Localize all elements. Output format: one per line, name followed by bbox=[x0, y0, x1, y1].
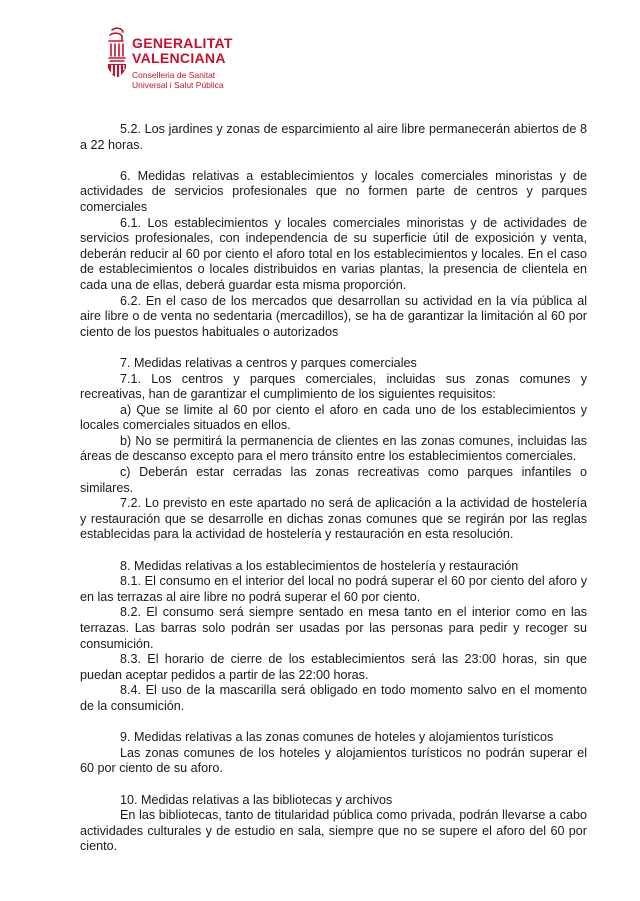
org-name-line1: GENERALITAT bbox=[132, 35, 233, 51]
body-paragraph: 9. Medidas relativas a las zonas comunes de hoteles y alojamientos turísticos bbox=[120, 730, 554, 745]
body-paragraph: b) No se permitirá la permanencia de clientes en las zonas comunes, incluidas las áreas de descanso excepto para el mero tránsito entre los establecimientos comerciales. bbox=[80, 433, 587, 464]
brand-text bbox=[132, 36, 233, 90]
body-paragraph: 6.1. Los establecimientos y locales comerciales minoristas y de actividades de servicios profesionales, con independencia de su superficie útil de exposición y venta, deberán reducir al 60 por ciento el aforo total en los establecimientos y locales. En el caso de establecimientos o locales distribuidos en varias plantas, la presencia de clientela en cada una de ellas, deberá guardar esta misma proporción. bbox=[80, 215, 587, 292]
body-paragraph: 10. Medidas relativas a las bibliotecas y archivos bbox=[120, 792, 393, 807]
body-paragraph: 8.4. El uso de la mascarilla será obligado en todo momento salvo en el momento de la consumición. bbox=[80, 683, 587, 713]
body-paragraph: 6.2. En el caso de los mercados que desarrollan su actividad en la vía pública al aire libre o de venta no sedentaria (mercadillos), se ha de garantizar la limitación al 60 por ciento de los puestos habituales o autorizados bbox=[80, 293, 587, 339]
org-name-line2: VALENCIANA bbox=[132, 50, 226, 66]
body-paragraph: 8. Medidas relativas a los establecimientos de hostelería y restauración bbox=[120, 558, 519, 573]
body-paragraph: En las bibliotecas, tanto de titularidad pública como privada, podrán llevarse a cabo actividades culturales y de estudio en sala, siempre que no se supere el aforo del 60 por ciento. bbox=[80, 808, 587, 854]
body-paragraph: a) Que se limite al 60 por ciento el aforo en cada uno de los establecimientos y locales comerciales situados en ellos. bbox=[80, 402, 587, 433]
body-paragraph: 7. Medidas relativas a centros y parques comerciales bbox=[120, 355, 417, 370]
body-paragraph: 6. Medidas relativas a establecimientos y locales comerciales minoristas y de actividades de servicios profesionales que no formen parte de centros y parques comerciales bbox=[80, 168, 587, 214]
document-body bbox=[80, 122, 587, 855]
body-paragraph: 8.2. El consumo será siempre sentado en mesa tanto en el interior como en las terrazas. Las barras solo podrán ser usadas por las personas para pedir y recoger su consumición. bbox=[80, 605, 587, 651]
body-paragraph: 8.3. El horario de cierre de los establecimientos será las 23:00 horas, sin que puedan aceptar pedidos a partir de las 22:00 horas. bbox=[80, 652, 587, 682]
body-paragraph: 5.2. Los jardines y zonas de esparcimiento al aire libre permanecerán abiertos de 8 a 22 horas. bbox=[80, 122, 587, 152]
letterhead bbox=[104, 26, 304, 96]
body-paragraph: c) Deberán estar cerradas las zonas recreativas como parques infantiles o similares. bbox=[80, 465, 587, 495]
body-paragraph: 8.1. El consumo en el interior del local no podrá superar el 60 por ciento del aforo y en las terrazas al aire libre no podrá superar el 60 por ciento. bbox=[80, 574, 587, 604]
generalitat-emblem-icon bbox=[104, 26, 130, 84]
body-paragraph: 7.1. Los centros y parques comerciales, incluidas sus zonas comunes y recreativas, han de garantizar el cumplimiento de los siguientes requisitos: bbox=[80, 371, 587, 402]
department-line2: Universal i Salut Pública bbox=[132, 80, 224, 90]
body-paragraph: Las zonas comunes de los hoteles y alojamientos turísticos no podrán superar el 60 por ciento de su aforo. bbox=[80, 745, 587, 776]
body-paragraph: 7.2. Lo previsto en este apartado no será de aplicación a la actividad de hostelería y restauración que se desarrolle en dichas zonas comunes que se regirán por las reglas establecidas para la actividad de hostelería y restauración en esta resolución. bbox=[80, 496, 587, 542]
department-line1: Conselleria de Sanitat bbox=[132, 70, 216, 80]
